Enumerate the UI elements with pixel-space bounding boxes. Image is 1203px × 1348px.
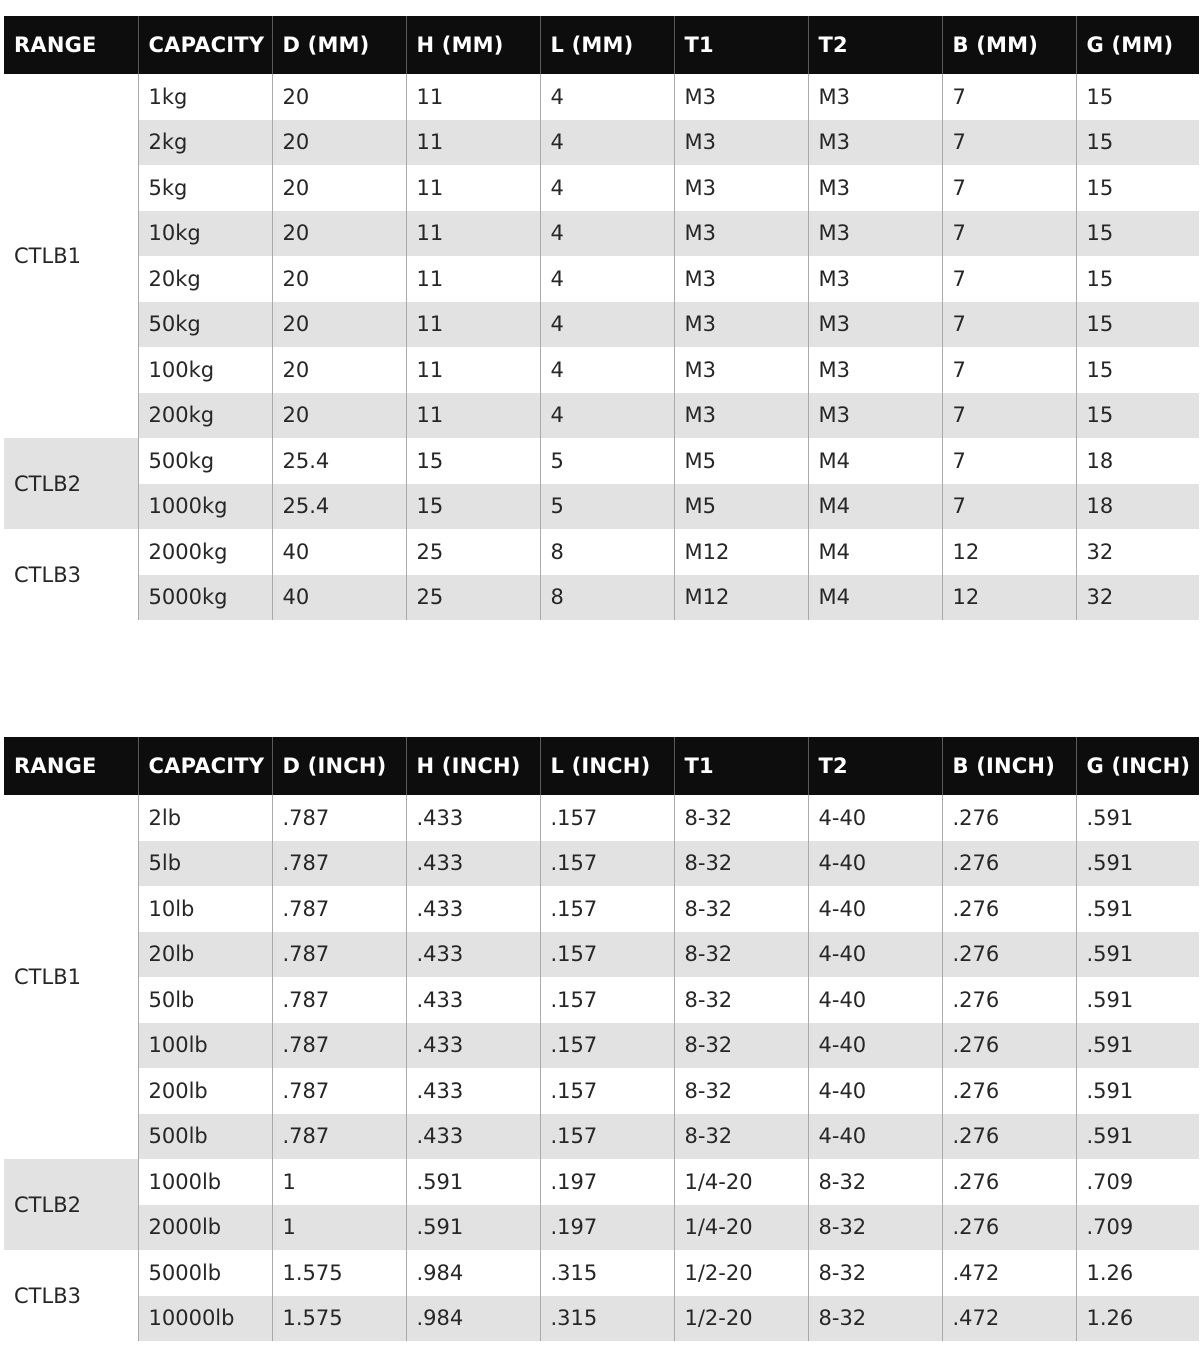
column-header: L (MM) bbox=[540, 16, 674, 74]
table-cell: 8-32 bbox=[674, 841, 808, 887]
table-cell: 1/2-20 bbox=[674, 1250, 808, 1296]
table-cell: M3 bbox=[808, 211, 942, 257]
table-row bbox=[4, 347, 1199, 393]
table-cell: 20 bbox=[272, 393, 406, 439]
table-cell: 4 bbox=[540, 302, 674, 348]
table-cell: 32 bbox=[1076, 575, 1199, 621]
table-row bbox=[4, 575, 1199, 621]
table-cell: .197 bbox=[540, 1205, 674, 1251]
capacity-cell: 50lb bbox=[138, 977, 272, 1023]
table-cell: 7 bbox=[942, 165, 1076, 211]
table-cell: 4-40 bbox=[808, 841, 942, 887]
range-cell: CTLB1 bbox=[4, 795, 138, 1159]
table-cell: .709 bbox=[1076, 1205, 1199, 1251]
table-cell: .787 bbox=[272, 886, 406, 932]
capacity-cell: 20kg bbox=[138, 256, 272, 302]
table-cell: 11 bbox=[406, 393, 540, 439]
table-cell: 7 bbox=[942, 256, 1076, 302]
table-cell: .591 bbox=[1076, 1023, 1199, 1069]
table-cell: M5 bbox=[674, 438, 808, 484]
table-cell: .157 bbox=[540, 1114, 674, 1160]
table-row bbox=[4, 302, 1199, 348]
table-cell: 11 bbox=[406, 165, 540, 211]
table-cell: 15 bbox=[1076, 211, 1199, 257]
table-cell: 7 bbox=[942, 302, 1076, 348]
table-cell: 4-40 bbox=[808, 795, 942, 841]
capacity-cell: 2lb bbox=[138, 795, 272, 841]
table-cell: .276 bbox=[942, 1114, 1076, 1160]
spec-table-inch bbox=[4, 737, 1199, 1341]
table-row bbox=[4, 393, 1199, 439]
table-cell: 1/2-20 bbox=[674, 1296, 808, 1342]
table-cell: 5 bbox=[540, 484, 674, 530]
table-cell: .315 bbox=[540, 1250, 674, 1296]
table-cell: 40 bbox=[272, 529, 406, 575]
table-cell: 7 bbox=[942, 484, 1076, 530]
table-cell: 1.26 bbox=[1076, 1250, 1199, 1296]
table-cell: .591 bbox=[1076, 932, 1199, 978]
table-cell: 4-40 bbox=[808, 1068, 942, 1114]
table-cell: 4 bbox=[540, 256, 674, 302]
table-header bbox=[4, 737, 1199, 795]
table-cell: .591 bbox=[1076, 886, 1199, 932]
table-cell: .433 bbox=[406, 1114, 540, 1160]
table-cell: M12 bbox=[674, 529, 808, 575]
table-cell: 4-40 bbox=[808, 1023, 942, 1069]
table-cell: 8-32 bbox=[808, 1296, 942, 1342]
table-row bbox=[4, 1114, 1199, 1160]
capacity-cell: 10lb bbox=[138, 886, 272, 932]
table-cell: 8-32 bbox=[674, 1114, 808, 1160]
table-cell: 8-32 bbox=[674, 977, 808, 1023]
table-cell: .157 bbox=[540, 886, 674, 932]
table-row bbox=[4, 529, 1199, 575]
table-cell: 11 bbox=[406, 256, 540, 302]
capacity-cell: 200lb bbox=[138, 1068, 272, 1114]
column-header: G (INCH) bbox=[1076, 737, 1199, 795]
table-cell: 11 bbox=[406, 120, 540, 166]
header-row bbox=[4, 737, 1199, 795]
capacity-cell: 5000lb bbox=[138, 1250, 272, 1296]
column-header: CAPACITY bbox=[138, 737, 272, 795]
column-header: B (INCH) bbox=[942, 737, 1076, 795]
table-cell: 25 bbox=[406, 529, 540, 575]
table-cell: .433 bbox=[406, 1023, 540, 1069]
table-cell: .591 bbox=[1076, 1068, 1199, 1114]
table-cell: 1/4-20 bbox=[674, 1205, 808, 1251]
table-cell: 15 bbox=[1076, 393, 1199, 439]
table-cell: 4 bbox=[540, 347, 674, 393]
column-header: L (INCH) bbox=[540, 737, 674, 795]
table-cell: 15 bbox=[1076, 302, 1199, 348]
capacity-cell: 1kg bbox=[138, 74, 272, 120]
table-cell: .984 bbox=[406, 1250, 540, 1296]
table-cell: 4 bbox=[540, 211, 674, 257]
table-cell: .157 bbox=[540, 795, 674, 841]
capacity-cell: 5000kg bbox=[138, 575, 272, 621]
table-row bbox=[4, 1159, 1199, 1205]
capacity-cell: 200kg bbox=[138, 393, 272, 439]
table-cell: .787 bbox=[272, 1114, 406, 1160]
table-cell: .433 bbox=[406, 1068, 540, 1114]
table-cell: 7 bbox=[942, 211, 1076, 257]
table-cell: 20 bbox=[272, 74, 406, 120]
table-cell: M3 bbox=[674, 347, 808, 393]
table-cell: 20 bbox=[272, 165, 406, 211]
table-cell: 11 bbox=[406, 347, 540, 393]
table-row bbox=[4, 977, 1199, 1023]
table-row bbox=[4, 484, 1199, 530]
table-cell: M4 bbox=[808, 438, 942, 484]
table-cell: .157 bbox=[540, 932, 674, 978]
spec-table-mm bbox=[4, 16, 1199, 620]
column-header: D (INCH) bbox=[272, 737, 406, 795]
range-cell: CTLB1 bbox=[4, 74, 138, 438]
header-row bbox=[4, 16, 1199, 74]
table-row bbox=[4, 795, 1199, 841]
capacity-cell: 20lb bbox=[138, 932, 272, 978]
table-cell: 4-40 bbox=[808, 977, 942, 1023]
table-row bbox=[4, 120, 1199, 166]
table-cell: 8-32 bbox=[674, 1068, 808, 1114]
table-cell: 8-32 bbox=[674, 886, 808, 932]
table-cell: .157 bbox=[540, 1023, 674, 1069]
table-cell: M3 bbox=[808, 347, 942, 393]
table-cell: M3 bbox=[808, 393, 942, 439]
table-cell: .433 bbox=[406, 886, 540, 932]
table-body bbox=[4, 795, 1199, 1341]
table-cell: M3 bbox=[674, 165, 808, 211]
range-cell: CTLB3 bbox=[4, 529, 138, 620]
table-cell: 7 bbox=[942, 74, 1076, 120]
table-cell: .787 bbox=[272, 977, 406, 1023]
table-cell: M3 bbox=[674, 256, 808, 302]
range-cell: CTLB3 bbox=[4, 1250, 138, 1341]
table-cell: 15 bbox=[1076, 120, 1199, 166]
table-cell: M4 bbox=[808, 575, 942, 621]
table-body bbox=[4, 74, 1199, 620]
column-header: CAPACITY bbox=[138, 16, 272, 74]
table-cell: 15 bbox=[1076, 74, 1199, 120]
table-row bbox=[4, 438, 1199, 484]
column-header: H (MM) bbox=[406, 16, 540, 74]
table-cell: .709 bbox=[1076, 1159, 1199, 1205]
table-cell: 32 bbox=[1076, 529, 1199, 575]
table-cell: 12 bbox=[942, 529, 1076, 575]
table-cell: 11 bbox=[406, 74, 540, 120]
table-cell: .787 bbox=[272, 932, 406, 978]
table-cell: .591 bbox=[1076, 977, 1199, 1023]
column-header: RANGE bbox=[4, 737, 138, 795]
table-cell: .157 bbox=[540, 1068, 674, 1114]
table-cell: 4-40 bbox=[808, 886, 942, 932]
table-cell: .276 bbox=[942, 1068, 1076, 1114]
table-cell: 1.575 bbox=[272, 1250, 406, 1296]
capacity-cell: 5lb bbox=[138, 841, 272, 887]
table-cell: M4 bbox=[808, 529, 942, 575]
table-cell: M3 bbox=[674, 120, 808, 166]
table-cell: 18 bbox=[1076, 438, 1199, 484]
capacity-cell: 10kg bbox=[138, 211, 272, 257]
table-cell: 8 bbox=[540, 529, 674, 575]
table-cell: .157 bbox=[540, 841, 674, 887]
table-cell: 4 bbox=[540, 165, 674, 211]
capacity-cell: 2kg bbox=[138, 120, 272, 166]
range-cell: CTLB2 bbox=[4, 1159, 138, 1250]
table-row bbox=[4, 1296, 1199, 1342]
column-header: T2 bbox=[808, 737, 942, 795]
column-header: RANGE bbox=[4, 16, 138, 74]
table-cell: 8-32 bbox=[674, 1023, 808, 1069]
table-cell: M3 bbox=[808, 74, 942, 120]
table-cell: .197 bbox=[540, 1159, 674, 1205]
table-cell: 12 bbox=[942, 575, 1076, 621]
table-row bbox=[4, 256, 1199, 302]
table-cell: M3 bbox=[808, 256, 942, 302]
column-header: G (MM) bbox=[1076, 16, 1199, 74]
capacity-cell: 1000lb bbox=[138, 1159, 272, 1205]
table-cell: 4 bbox=[540, 74, 674, 120]
table-cell: .433 bbox=[406, 932, 540, 978]
table-cell: .472 bbox=[942, 1250, 1076, 1296]
table-cell: 7 bbox=[942, 438, 1076, 484]
table-cell: 1 bbox=[272, 1159, 406, 1205]
table-cell: M3 bbox=[674, 393, 808, 439]
table-cell: .276 bbox=[942, 932, 1076, 978]
table-cell: 8-32 bbox=[808, 1205, 942, 1251]
table-cell: .472 bbox=[942, 1296, 1076, 1342]
table-cell: 8-32 bbox=[674, 932, 808, 978]
table-cell: 5 bbox=[540, 438, 674, 484]
table-row bbox=[4, 1250, 1199, 1296]
table-row bbox=[4, 841, 1199, 887]
table-cell: 1.26 bbox=[1076, 1296, 1199, 1342]
table-cell: M4 bbox=[808, 484, 942, 530]
capacity-cell: 1000kg bbox=[138, 484, 272, 530]
table-cell: .787 bbox=[272, 1023, 406, 1069]
table-cell: .984 bbox=[406, 1296, 540, 1342]
table-cell: 4-40 bbox=[808, 932, 942, 978]
table-cell: .276 bbox=[942, 1023, 1076, 1069]
table-cell: 20 bbox=[272, 256, 406, 302]
table-cell: M3 bbox=[674, 211, 808, 257]
table-cell: .591 bbox=[1076, 795, 1199, 841]
table-cell: 20 bbox=[272, 120, 406, 166]
table-cell: .787 bbox=[272, 795, 406, 841]
table-header bbox=[4, 16, 1199, 74]
capacity-cell: 2000kg bbox=[138, 529, 272, 575]
table-cell: .433 bbox=[406, 795, 540, 841]
table-cell: 1 bbox=[272, 1205, 406, 1251]
table-cell: .433 bbox=[406, 977, 540, 1023]
capacity-cell: 5kg bbox=[138, 165, 272, 211]
capacity-cell: 2000lb bbox=[138, 1205, 272, 1251]
table-cell: .787 bbox=[272, 1068, 406, 1114]
table-cell: M3 bbox=[674, 74, 808, 120]
table-row bbox=[4, 165, 1199, 211]
capacity-cell: 100kg bbox=[138, 347, 272, 393]
table-cell: .591 bbox=[406, 1159, 540, 1205]
column-header: T1 bbox=[674, 737, 808, 795]
column-header: D (MM) bbox=[272, 16, 406, 74]
table-cell: 4-40 bbox=[808, 1114, 942, 1160]
table-cell: M12 bbox=[674, 575, 808, 621]
column-header: B (MM) bbox=[942, 16, 1076, 74]
table-cell: .276 bbox=[942, 1205, 1076, 1251]
table-cell: 7 bbox=[942, 393, 1076, 439]
table-cell: 1.575 bbox=[272, 1296, 406, 1342]
table-cell: 20 bbox=[272, 302, 406, 348]
table-cell: M3 bbox=[808, 165, 942, 211]
table-cell: .276 bbox=[942, 795, 1076, 841]
table-row bbox=[4, 1023, 1199, 1069]
table-cell: .276 bbox=[942, 1159, 1076, 1205]
table-cell: 8-32 bbox=[674, 795, 808, 841]
table-cell: .276 bbox=[942, 977, 1076, 1023]
table-cell: .433 bbox=[406, 841, 540, 887]
range-cell: CTLB2 bbox=[4, 438, 138, 529]
table-cell: M3 bbox=[808, 302, 942, 348]
table-row bbox=[4, 1068, 1199, 1114]
table-cell: .591 bbox=[1076, 841, 1199, 887]
table-row bbox=[4, 932, 1199, 978]
table-cell: 25 bbox=[406, 575, 540, 621]
table-cell: 8-32 bbox=[808, 1250, 942, 1296]
table-cell: 7 bbox=[942, 347, 1076, 393]
table-cell: 11 bbox=[406, 302, 540, 348]
table-cell: 11 bbox=[406, 211, 540, 257]
table-cell: 25.4 bbox=[272, 484, 406, 530]
table-row bbox=[4, 74, 1199, 120]
table-row bbox=[4, 1205, 1199, 1251]
table-cell: .787 bbox=[272, 841, 406, 887]
table-cell: .591 bbox=[406, 1205, 540, 1251]
table-cell: 18 bbox=[1076, 484, 1199, 530]
table-cell: 8 bbox=[540, 575, 674, 621]
capacity-cell: 10000lb bbox=[138, 1296, 272, 1342]
table-cell: 25.4 bbox=[272, 438, 406, 484]
table-cell: 7 bbox=[942, 120, 1076, 166]
table-cell: 4 bbox=[540, 120, 674, 166]
table-cell: .591 bbox=[1076, 1114, 1199, 1160]
column-header: T2 bbox=[808, 16, 942, 74]
table-cell: 1/4-20 bbox=[674, 1159, 808, 1205]
capacity-cell: 50kg bbox=[138, 302, 272, 348]
table-cell: .315 bbox=[540, 1296, 674, 1342]
capacity-cell: 500kg bbox=[138, 438, 272, 484]
column-header: T1 bbox=[674, 16, 808, 74]
table-row bbox=[4, 211, 1199, 257]
table-cell: .276 bbox=[942, 886, 1076, 932]
table-cell: 15 bbox=[406, 438, 540, 484]
table-cell: M3 bbox=[674, 302, 808, 348]
table-cell: .276 bbox=[942, 841, 1076, 887]
table-cell: 20 bbox=[272, 211, 406, 257]
table-cell: M5 bbox=[674, 484, 808, 530]
table-cell: 15 bbox=[1076, 347, 1199, 393]
table-cell: .157 bbox=[540, 977, 674, 1023]
table-cell: 15 bbox=[1076, 165, 1199, 211]
table-cell: 4 bbox=[540, 393, 674, 439]
table-cell: 15 bbox=[1076, 256, 1199, 302]
table-cell: M3 bbox=[808, 120, 942, 166]
table-cell: 15 bbox=[406, 484, 540, 530]
table-cell: 40 bbox=[272, 575, 406, 621]
table-cell: 20 bbox=[272, 347, 406, 393]
table-row bbox=[4, 886, 1199, 932]
capacity-cell: 500lb bbox=[138, 1114, 272, 1160]
capacity-cell: 100lb bbox=[138, 1023, 272, 1069]
table-cell: 8-32 bbox=[808, 1159, 942, 1205]
column-header: H (INCH) bbox=[406, 737, 540, 795]
